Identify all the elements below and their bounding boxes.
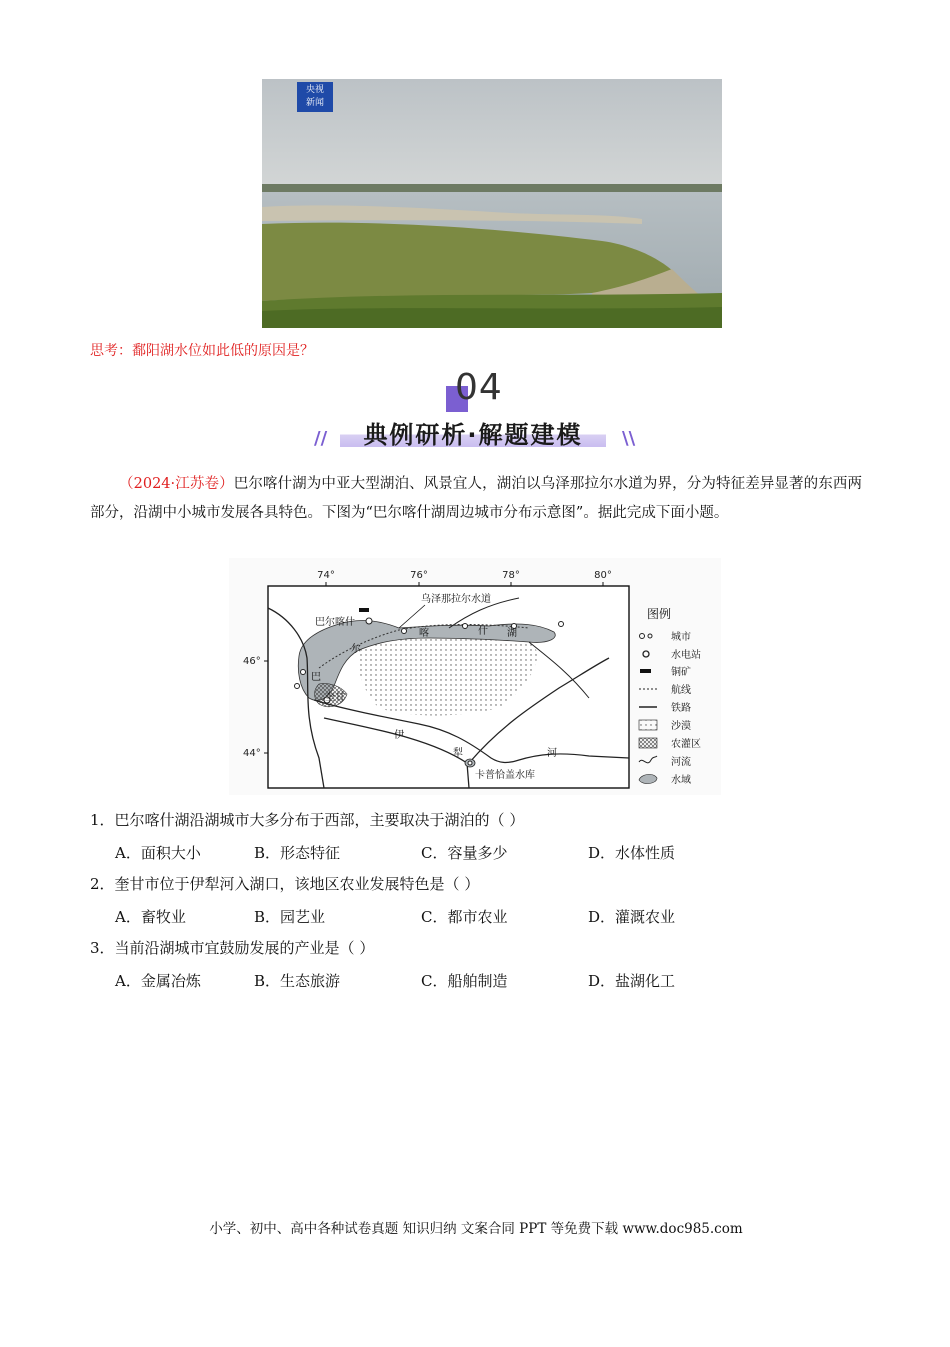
logo-line-2: 新闻 xyxy=(305,98,324,108)
lon-tick: 74° xyxy=(317,570,335,581)
question-2-stem: 2．奎甘市位于伊犁河入湖口，该地区农业发展特色是（ ） xyxy=(90,875,480,893)
lake-label-char: 湖 xyxy=(507,628,517,639)
lake-label-char: 巴 xyxy=(311,672,321,683)
city-label-balkhash: 巴尔喀什 xyxy=(315,617,355,628)
section-number: 04 xyxy=(455,367,503,408)
channel-label: 乌泽那拉尔水道 xyxy=(421,594,491,605)
legend-item: 水电站 xyxy=(671,650,701,661)
lon-tick: 78° xyxy=(502,570,520,581)
lat-tick: 44° xyxy=(243,748,261,759)
question-2-option-a[interactable]: A．畜牧业 xyxy=(115,908,186,926)
question-1-option-c[interactable]: C．容量多少 xyxy=(421,844,508,862)
legend-item: 水域 xyxy=(671,775,691,786)
question-3-option-b[interactable]: B．生态旅游 xyxy=(254,972,341,990)
legend-item: 河流 xyxy=(671,757,691,768)
lon-tick: 76° xyxy=(410,570,428,581)
lake-label-char: 喀 xyxy=(419,628,429,639)
logo-line-1: 央视 xyxy=(305,85,324,95)
question-2-option-c[interactable]: C．都市农业 xyxy=(421,908,508,926)
legend-item: 城市 xyxy=(671,632,691,643)
lake-label-char: 尔 xyxy=(351,644,361,655)
river-label-char: 河 xyxy=(547,748,557,759)
question-1-option-a[interactable]: A．面积大小 xyxy=(115,844,201,862)
copper-mine-marker xyxy=(359,608,369,612)
question-3-option-d[interactable]: D．盐湖化工 xyxy=(588,972,676,990)
lake-label-char: 什 xyxy=(478,626,488,637)
reservoir-label: 卡普恰盖水库 xyxy=(475,770,535,781)
legend-item: 航线 xyxy=(671,685,691,696)
question-1-option-b[interactable]: B．形态特征 xyxy=(254,844,341,862)
river-label-char: 犁 xyxy=(453,748,463,759)
lat-tick: 46° xyxy=(243,656,261,667)
question-1-stem: 1．巴尔喀什湖沿湖城市大多分布于西部，主要取决于湖泊的（ ） xyxy=(90,811,525,829)
lake-photo xyxy=(262,79,722,328)
question-2-option-b[interactable]: B．园艺业 xyxy=(254,908,326,926)
question-3-option-c[interactable]: C．船舶制造 xyxy=(421,972,508,990)
question-intro xyxy=(90,470,862,528)
page-footer: 小学、初中、高中各种试卷真题 知识归纳 文案合同 PPT 等免费下载 www.doc985.com xyxy=(209,1221,743,1237)
question-2-option-d[interactable]: D．灌溉农业 xyxy=(588,908,676,926)
question-3-option-a[interactable]: A．金属冶炼 xyxy=(115,972,201,990)
legend-item: 沙漠 xyxy=(671,721,691,732)
slash-decoration-right: \\ xyxy=(622,428,636,449)
question-1-option-d[interactable]: D．水体性质 xyxy=(588,844,676,862)
legend-item: 农灌区 xyxy=(671,739,701,750)
intro-text: 巴尔喀什湖为中亚大型湖泊、风景宜人，湖泊以乌泽那拉尔水道为界，分为特征差异显著的东西两部分，沿湖中小城市发展各具特色。下图为“巴尔喀什湖周边城市分布示意图”。据此完成下面小题。 xyxy=(90,476,862,521)
question-source: （2024·江苏卷） xyxy=(119,476,234,492)
question-3-stem: 3．当前沿湖城市宜鼓励发展的产业是（ ） xyxy=(90,939,375,957)
slash-decoration-left: // xyxy=(314,428,328,449)
kuitun-city-label: 奎甘 xyxy=(325,692,345,703)
lon-tick: 80° xyxy=(594,570,612,581)
legend-title: 图例 xyxy=(647,607,672,621)
think-prompt: 思考：鄱阳湖水位如此低的原因是？ xyxy=(90,343,314,359)
legend-item: 铜矿 xyxy=(671,667,691,678)
river-label-char: 伊 xyxy=(394,730,404,741)
legend-item: 铁路 xyxy=(671,703,691,714)
balkhash-lake-map xyxy=(229,558,721,795)
cctv-news-logo xyxy=(297,82,333,112)
section-title: 典例研析·解题建模 xyxy=(363,421,583,449)
